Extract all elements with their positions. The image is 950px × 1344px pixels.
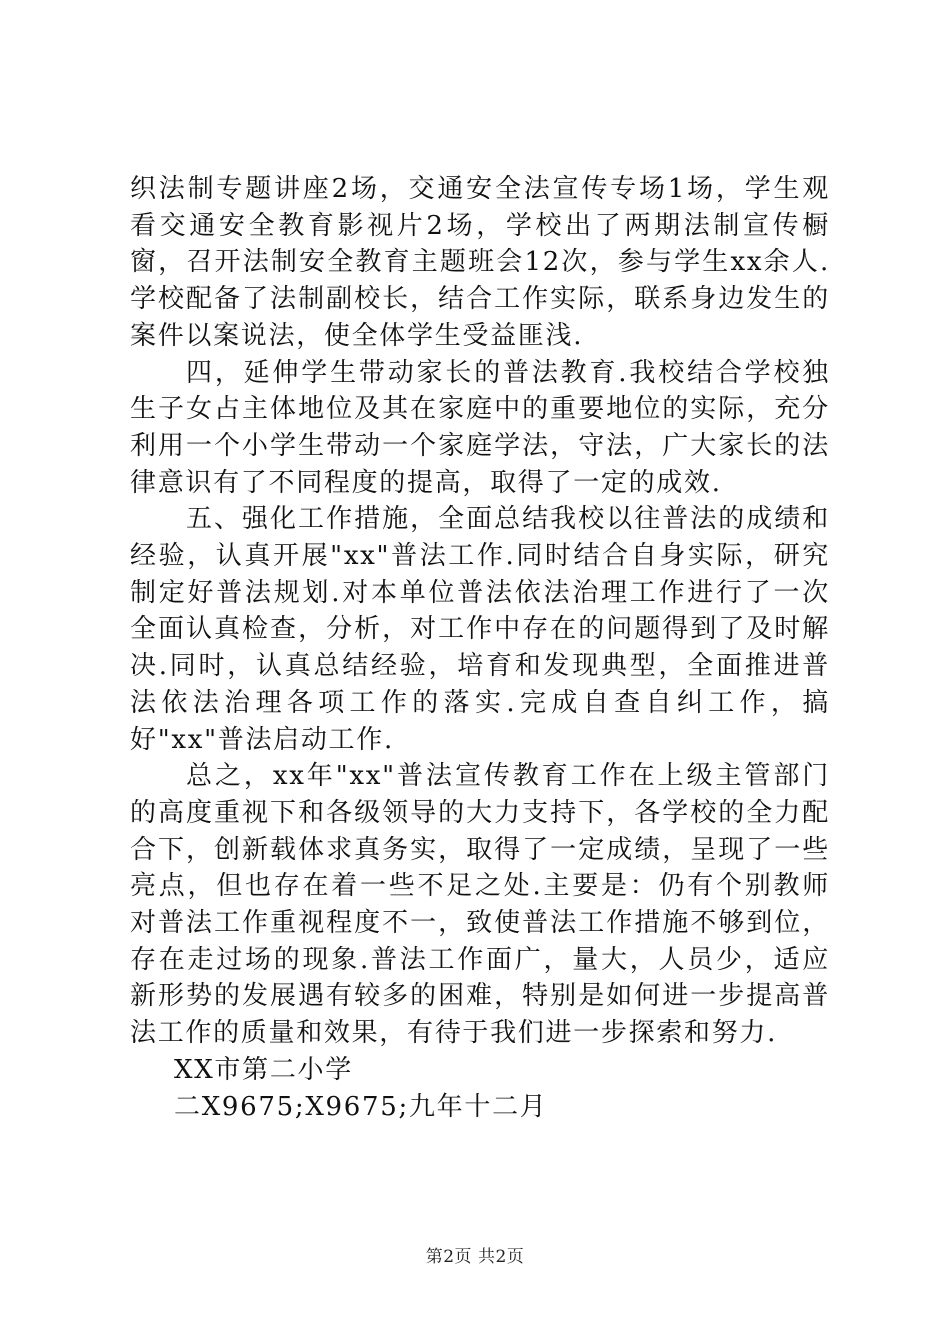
page-footer: 第2页 共2页 (425, 1247, 525, 1267)
paragraph-section-five: 五、强化工作措施，全面总结我校以往普法的成绩和经验，认真开展"xx"普法工作.同时结合自身实际，研究制定好普法规划.对本单位普法依法治理工作进行了一次全面认真检查，分析，对工作中存在的问题得到了及时解决.同时，认真总结经验，培育和发现典型，全面推进普法依法治理各项工作的落实.完成自查自纠工作，搞好"xx"普法启动工作. (130, 504, 830, 755)
document-body (130, 171, 830, 1125)
paragraph-continued: 织法制专题讲座2场，交通安全法宣传专场1场，学生观看交通安全教育影视片2场，学校出了两期法制宣传橱窗，召开法制安全教育主题班会12次，参与学生xx余人.学校配备了法制副校长，结合工作实际，联系身边发生的案件以案说法，使全体学生受益匪浅. (130, 174, 830, 351)
paragraph-summary: 总之，xx年"xx"普法宣传教育工作在上级主管部门的高度重视下和各级领导的大力支持下，各学校的全力配合下，创新载体求真务实，取得了一定成绩，呈现了一些亮点，但也存在着一些不足之处.主要是：仍有个别教师对普法工作重视程度不一，致使普法工作措施不够到位，存在走过场的现象.普法工作面广，量大，人员少，适应新形势的发展遇有较多的困难，特别是如何进一步提高普法工作的质量和效果，有待于我们进一步探索和努力. (130, 761, 830, 1049)
signature-date: 二X9675;X9675;九年十二月 (174, 1091, 548, 1122)
signature-organization: XX市第二小学 (174, 1054, 353, 1085)
paragraph-section-four: 四，延伸学生带动家长的普法教育.我校结合学校独生子女占主体地位及其在家庭中的重要地位的实际，充分利用一个小学生带动一个家庭学法，守法，广大家长的法律意识有了不同程度的提高，取得了一定的成效. (130, 357, 830, 498)
